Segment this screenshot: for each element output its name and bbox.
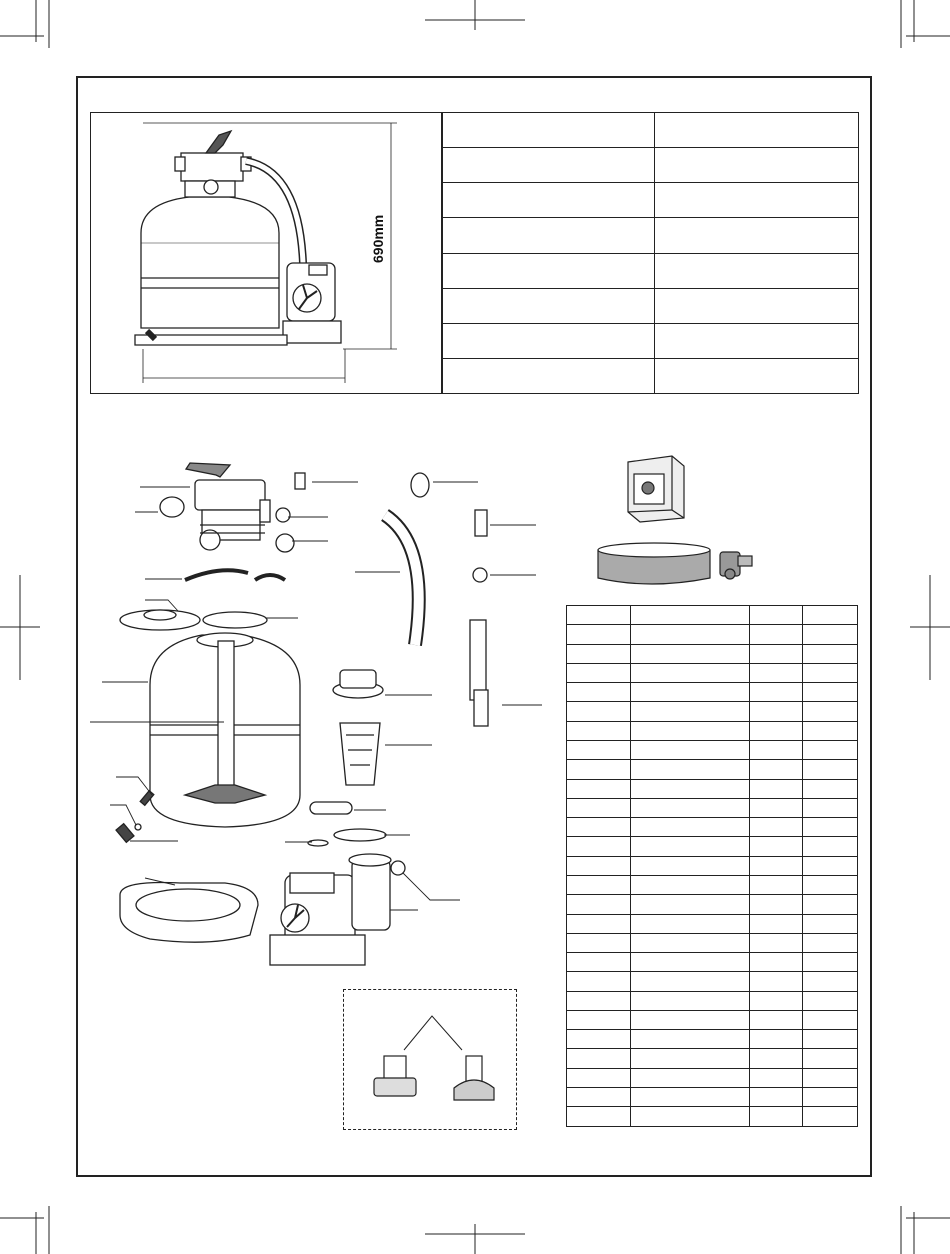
- parts-row-cell: [631, 856, 750, 875]
- parts-row-cell: [750, 1107, 802, 1127]
- parts-row-cell: [750, 702, 802, 721]
- parts-row-cell: [567, 1049, 631, 1068]
- spec-row-cell: [655, 148, 859, 183]
- parts-row-cell: [750, 818, 802, 837]
- parts-row-cell: [567, 683, 631, 702]
- spec-row-cell: [443, 183, 655, 218]
- parts-row-cell: [802, 914, 857, 933]
- parts-row-cell: [802, 972, 857, 991]
- parts-row-cell: [750, 991, 802, 1010]
- parts-row-cell: [567, 760, 631, 779]
- parts-row-cell: [567, 606, 631, 625]
- parts-row: [567, 991, 858, 1010]
- parts-row-cell: [802, 721, 857, 740]
- parts-row-cell: [567, 663, 631, 682]
- overview-panel: [90, 112, 442, 394]
- spec-row: [443, 288, 859, 323]
- parts-row: [567, 895, 858, 914]
- parts-row-cell: [802, 856, 857, 875]
- parts-row-cell: [631, 972, 750, 991]
- parts-row-cell: [567, 740, 631, 759]
- parts-row: [567, 953, 858, 972]
- spec-row-cell: [655, 113, 859, 148]
- parts-row: [567, 856, 858, 875]
- parts-row: [567, 1049, 858, 1068]
- parts-row: [567, 740, 858, 759]
- parts-row-cell: [750, 895, 802, 914]
- multiport-valve-icon: [186, 463, 270, 550]
- parts-row-cell: [750, 625, 802, 644]
- spec-row: [443, 323, 859, 358]
- parts-row: [567, 1107, 858, 1127]
- parts-row: [567, 702, 858, 721]
- parts-row-cell: [567, 798, 631, 817]
- parts-row-cell: [567, 779, 631, 798]
- parts-row-cell: [631, 702, 750, 721]
- parts-row-cell: [750, 779, 802, 798]
- parts-row-cell: [750, 760, 802, 779]
- parts-row-cell: [802, 1107, 857, 1127]
- parts-row-cell: [802, 702, 857, 721]
- spec-row-cell: [443, 323, 655, 358]
- parts-row: [567, 683, 858, 702]
- parts-row: [567, 914, 858, 933]
- parts-row: [567, 1068, 858, 1087]
- parts-row-cell: [802, 740, 857, 759]
- parts-row: [567, 1088, 858, 1107]
- parts-row: [567, 644, 858, 663]
- parts-row-cell: [750, 1030, 802, 1049]
- parts-row-cell: [750, 1010, 802, 1029]
- parts-row-cell: [567, 953, 631, 972]
- spec-row-cell: [443, 288, 655, 323]
- parts-row-cell: [802, 991, 857, 1010]
- parts-row-cell: [802, 818, 857, 837]
- parts-row-cell: [567, 721, 631, 740]
- parts-row-cell: [631, 991, 750, 1010]
- parts-row-cell: [750, 1088, 802, 1107]
- parts-row-cell: [802, 779, 857, 798]
- parts-row-cell: [631, 818, 750, 837]
- spec-row-cell: [443, 253, 655, 288]
- parts-row-cell: [567, 1088, 631, 1107]
- parts-row-cell: [750, 953, 802, 972]
- parts-row-cell: [631, 683, 750, 702]
- spec-row: [443, 148, 859, 183]
- parts-row-cell: [631, 1107, 750, 1127]
- parts-row-cell: [750, 875, 802, 894]
- parts-row-cell: [802, 683, 857, 702]
- parts-row-cell: [567, 991, 631, 1010]
- parts-row-cell: [802, 1049, 857, 1068]
- spec-row-cell: [443, 218, 655, 253]
- parts-row-cell: [750, 740, 802, 759]
- parts-row-cell: [750, 933, 802, 952]
- parts-row-cell: [631, 1010, 750, 1029]
- parts-table: [566, 605, 858, 1127]
- spec-table: [442, 112, 859, 394]
- parts-row-cell: [802, 1068, 857, 1087]
- filter-overview-drawing: [91, 113, 443, 395]
- spec-row: [443, 218, 859, 253]
- parts-row-cell: [631, 1068, 750, 1087]
- parts-row-cell: [802, 1030, 857, 1049]
- parts-row: [567, 1030, 858, 1049]
- parts-row-cell: [631, 606, 750, 625]
- spec-row-cell: [443, 148, 655, 183]
- parts-row-cell: [567, 644, 631, 663]
- exploded-view-drawing: [90, 455, 550, 985]
- parts-row-cell: [802, 837, 857, 856]
- parts-row-cell: [631, 760, 750, 779]
- parts-row-cell: [631, 798, 750, 817]
- parts-row: [567, 760, 858, 779]
- parts-row: [567, 721, 858, 740]
- spec-row: [443, 113, 859, 148]
- parts-row-cell: [802, 760, 857, 779]
- parts-row-cell: [750, 1068, 802, 1087]
- parts-row-cell: [750, 856, 802, 875]
- spec-row-cell: [655, 358, 859, 393]
- parts-row-cell: [750, 644, 802, 663]
- hose-adapter-drawing: [344, 990, 516, 1129]
- parts-row-cell: [567, 1068, 631, 1087]
- parts-row-cell: [567, 895, 631, 914]
- parts-row-cell: [802, 875, 857, 894]
- parts-row-cell: [567, 702, 631, 721]
- parts-row-cell: [631, 837, 750, 856]
- parts-row: [567, 837, 858, 856]
- parts-row: [567, 798, 858, 817]
- parts-row-cell: [567, 933, 631, 952]
- spec-row-cell: [655, 288, 859, 323]
- parts-row-cell: [567, 914, 631, 933]
- parts-row-cell: [750, 972, 802, 991]
- parts-row-cell: [567, 837, 631, 856]
- spec-row: [443, 253, 859, 288]
- parts-row-cell: [750, 663, 802, 682]
- parts-row-cell: [631, 740, 750, 759]
- parts-row: [567, 625, 858, 644]
- parts-row-cell: [750, 798, 802, 817]
- height-dimension-label: 690mm: [370, 214, 386, 263]
- parts-row-cell: [631, 914, 750, 933]
- parts-row-cell: [631, 875, 750, 894]
- parts-row-cell: [631, 721, 750, 740]
- spec-row-cell: [655, 183, 859, 218]
- spec-row-cell: [443, 113, 655, 148]
- parts-row: [567, 663, 858, 682]
- parts-row: [567, 606, 858, 625]
- parts-row-cell: [750, 683, 802, 702]
- hose-icon: [385, 515, 488, 726]
- parts-row-cell: [802, 644, 857, 663]
- parts-row-cell: [631, 1030, 750, 1049]
- parts-row-cell: [802, 895, 857, 914]
- spec-row-cell: [443, 358, 655, 393]
- parts-row-cell: [567, 1107, 631, 1127]
- spec-row: [443, 358, 859, 393]
- parts-row: [567, 972, 858, 991]
- parts-row-cell: [802, 798, 857, 817]
- parts-row-cell: [802, 933, 857, 952]
- parts-row-cell: [802, 1088, 857, 1107]
- spec-row-cell: [655, 218, 859, 253]
- parts-row-cell: [567, 625, 631, 644]
- parts-row-cell: [631, 663, 750, 682]
- parts-row-cell: [567, 856, 631, 875]
- parts-row-cell: [567, 1030, 631, 1049]
- parts-row-cell: [567, 972, 631, 991]
- parts-row: [567, 1010, 858, 1029]
- parts-row-cell: [802, 1010, 857, 1029]
- strainer-basket-icon: [333, 670, 383, 785]
- parts-row-cell: [631, 1088, 750, 1107]
- parts-row-cell: [631, 895, 750, 914]
- parts-row-cell: [567, 1010, 631, 1029]
- adapter-inset-box: [343, 989, 517, 1130]
- parts-row-cell: [802, 953, 857, 972]
- parts-row-cell: [802, 663, 857, 682]
- parts-row-cell: [567, 818, 631, 837]
- parts-row-cell: [802, 606, 857, 625]
- parts-row-cell: [750, 837, 802, 856]
- pump-icon: [270, 854, 391, 965]
- parts-row: [567, 875, 858, 894]
- parts-row-cell: [631, 933, 750, 952]
- spec-row: [443, 183, 859, 218]
- packaging-box-icon: [620, 452, 690, 524]
- parts-row-cell: [631, 953, 750, 972]
- parts-row-cell: [750, 606, 802, 625]
- parts-row-cell: [631, 1049, 750, 1068]
- spec-row-cell: [655, 253, 859, 288]
- parts-row-cell: [750, 1049, 802, 1068]
- parts-row-cell: [631, 625, 750, 644]
- parts-row-cell: [631, 779, 750, 798]
- spec-row-cell: [655, 323, 859, 358]
- parts-row-cell: [631, 644, 750, 663]
- parts-row-cell: [750, 721, 802, 740]
- parts-row-cell: [750, 914, 802, 933]
- pool-illustration: [590, 538, 770, 590]
- parts-row-cell: [802, 625, 857, 644]
- parts-row-cell: [567, 875, 631, 894]
- parts-row: [567, 933, 858, 952]
- parts-row: [567, 818, 858, 837]
- parts-row: [567, 779, 858, 798]
